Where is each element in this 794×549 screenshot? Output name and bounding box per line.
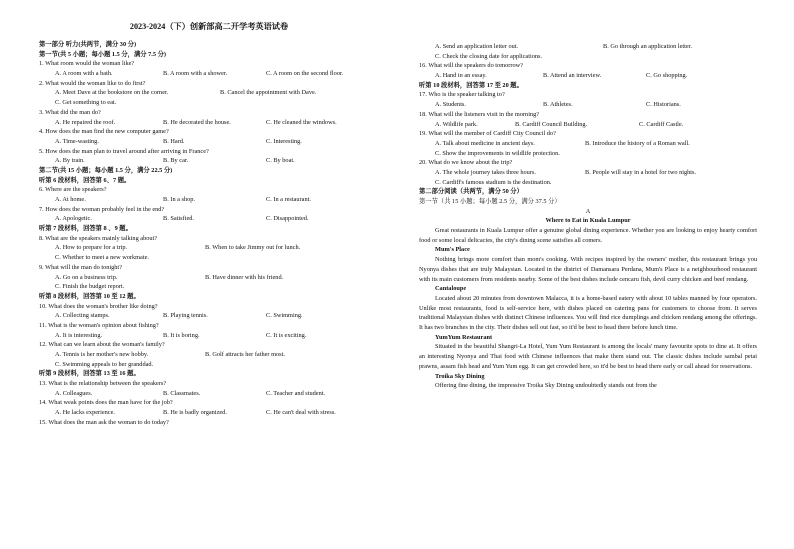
options-1	[39, 69, 379, 79]
option-c: C. Whether to meet a new workmate.	[55, 254, 149, 262]
restaurant-name: Mum's Place	[435, 246, 470, 254]
listening-instruction: 听第 10 段材料，回答第 17 至 20 题。	[419, 81, 523, 89]
right-column	[419, 42, 757, 391]
option-c: C. A room on the second floor.	[266, 70, 344, 78]
option-c: C. Get something to eat.	[55, 99, 117, 107]
options-8	[39, 243, 379, 253]
option-c: C. Finish the budget report.	[55, 283, 125, 291]
option-c: C. Swimming.	[266, 312, 303, 320]
option-c: C. Interesting.	[266, 137, 302, 145]
options-6	[39, 195, 379, 205]
option-b: B. Cancel the appointment with Dave.	[220, 89, 317, 97]
options-7	[39, 214, 379, 224]
option-a: A. The whole journey takes three hours.	[435, 168, 536, 176]
part-heading: 第二部分阅读（共两节，满分 50 分）	[419, 188, 523, 196]
option-a: A. He repaired the roof.	[55, 118, 116, 126]
restaurant-description: Located about 20 minutes from downtown Malacca, it is a home-based eatery with about 10 tables manned by four operators. Unlike most restaurants, food is self-service here, with dishes placed on catering pans for customers to choose from. It serves traditional Malaysian dishes with distinct Chinese influences. You will find rice dumplings and chicken rendang among the offerings. It has two branches in the city. Their dishes sell out fast, so it'd be best to head there before lunch time.	[419, 294, 757, 332]
option-a: A. How to prepare for a trip.	[55, 244, 128, 252]
options-12	[39, 350, 379, 360]
option-a: A. Students.	[435, 101, 466, 109]
option-a: A. At home.	[55, 196, 86, 203]
options-5	[39, 156, 379, 166]
options-4	[39, 137, 379, 147]
options-20	[419, 168, 757, 178]
option-b: B. It is boring.	[163, 331, 200, 339]
option-b: B. Satisfied.	[163, 215, 194, 223]
listening-instruction: 听第 7 段材料，回答第 8 、9 题。	[39, 225, 132, 233]
option-a: A. By train.	[55, 157, 85, 165]
option-c: C. Teacher and student.	[266, 389, 326, 397]
question-4: 4. How does the man find the new computer game?	[39, 128, 169, 136]
option-a: A. Hand in an essay.	[435, 72, 487, 80]
options-9	[39, 273, 379, 283]
option-c: C. He cleaned the windows.	[266, 118, 337, 126]
option-a: A. It is interesting.	[55, 331, 103, 339]
option-b: B. Introduce the history of a Roman wall.	[585, 139, 690, 147]
option-c: C. Historians.	[646, 101, 681, 109]
question-19: 19. What will the member of Cardiff City Council do?	[419, 130, 556, 138]
option-a: A. Talk about medicine in ancient days.	[435, 139, 535, 147]
listening-instruction: 听第 9 段材料，回答第 13 至 16 题。	[39, 370, 140, 378]
options-2	[39, 88, 379, 98]
question-12: 12. What can we learn about the woman's family?	[39, 341, 165, 349]
option-a: A. Send an application letter out.	[435, 43, 519, 50]
option-c: C. He can't deal with stress.	[266, 409, 336, 417]
section-heading: 第一节（共 15 小题；每小题 2.5 分，满分 37.5 分）	[419, 198, 561, 205]
passage-intro: Great restaurants in Kuala Lumpur offer a genuine global dining experience. Whether you are looking to enjoy hearty comfort food or some local delicacies, the city's dining scene satisfies all comers.	[419, 227, 757, 244]
options-3	[39, 118, 379, 128]
listening-instruction: 听第 6 段材料，回答第 6、7 题。	[39, 176, 131, 184]
option-c: C. Swimming appeals to her granddad.	[55, 360, 154, 368]
options-17	[419, 100, 757, 110]
option-b: B. By car.	[163, 157, 189, 165]
option-b: B. In a shop.	[163, 196, 196, 203]
option-c: C. Disappointed.	[266, 215, 309, 223]
option-a: A. Apologetic.	[55, 215, 92, 223]
question-7: 7. How does the woman probably feel in the end?	[39, 205, 165, 213]
question-20: 20. What do we know about the trip?	[419, 159, 513, 167]
option-a: A. Time-wasting.	[55, 137, 99, 145]
restaurant-description: Nothing brings more comfort than mom's cooking. With recipes inspired by the owners' mother, this restaurant brings you Nyonya dishes that are truly Malaysian. Located in the district of Damansara Perdana, Mum's Place is a neighbourhood restaurant with its main customers from residents nearby. Some of the best dishes include cencaru fish, devil curry chicken and beef rendang.	[419, 256, 757, 283]
option-b: B. He is badly organized.	[163, 409, 227, 417]
option-a: A. Colleagues.	[55, 389, 93, 397]
option-c: C. It is exciting.	[266, 331, 307, 339]
option-b: B. Have dinner with his friend.	[205, 273, 284, 281]
question-16: 16. What will the speakers do tomorrow?	[419, 62, 523, 70]
question-9: 9. What will the man do tonight?	[39, 263, 122, 271]
option-a: A. Go on a business trip.	[55, 273, 118, 281]
section-heading: 第二节(共 15 小题；每小题 1.5 分，满分 22.5 分)	[39, 166, 173, 174]
options-15	[419, 42, 757, 52]
section-heading: 第一节(共 5 小题；每小题 1.5 分，满分 7.5 分)	[39, 50, 166, 58]
option-a: A. Wildlife park.	[435, 120, 478, 128]
restaurant-name: YumYum Restaurant	[435, 333, 493, 341]
option-b: B. Cardiff Council Building.	[515, 120, 588, 128]
question-8: 8. What are the speakers mainly talking about?	[39, 234, 158, 242]
question-2: 2. What would the woman like to do first?	[39, 79, 146, 87]
question-14: 14. What weak points does the man have for the job?	[39, 399, 173, 407]
option-b: B. Hard.	[163, 137, 185, 145]
options-13	[39, 389, 379, 399]
option-b: B. Classmates.	[163, 389, 201, 397]
option-a: A. He lacks experience.	[55, 409, 115, 417]
option-b: B. When to take Jimmy out for lunch.	[205, 244, 301, 252]
options-14	[39, 408, 379, 418]
option-c: C. By boat.	[266, 157, 295, 165]
question-18: 18. What will the listeners visit in the morning?	[419, 110, 540, 118]
option-c: C. Go shopping.	[646, 72, 688, 80]
passage-title: Where to Eat in Kuala Lumpur	[545, 217, 631, 225]
option-a: A. Tennis is her mother's new hobby.	[55, 351, 149, 358]
option-c: C. In a restaurant.	[266, 196, 311, 203]
options-18	[419, 120, 757, 130]
question-11: 11. What is the woman's opinion about fishing?	[39, 321, 159, 329]
option-b: B. He decorated the house.	[163, 118, 231, 126]
left-column	[39, 40, 379, 428]
listening-instruction: 听第 8 段材料，回答第 10 至 12 题。	[39, 292, 140, 300]
restaurant-description: Offering fine dining, the impressive Troika Sky Dining undoubtedly stands out from the	[435, 382, 657, 390]
option-a: A. Collecting stamps.	[55, 312, 110, 320]
options-10	[39, 311, 379, 321]
question-5: 5. How does the man plan to travel around after arriving in France?	[39, 147, 209, 155]
options-19	[419, 139, 757, 149]
option-b: B. Go through an application letter.	[603, 43, 693, 50]
option-c: C. Cardiff's famous stadium is the destination.	[435, 178, 552, 186]
question-13: 13. What is the relationship between the speakers?	[39, 380, 167, 388]
option-b: B. Golf attracts her father most.	[205, 351, 285, 358]
question-1: 1. What room would the woman like?	[39, 60, 135, 68]
option-c: C. Show the improvements in wildlife protection.	[435, 149, 560, 157]
restaurant-name: Cantaloupe	[435, 285, 467, 293]
question-6: 6. Where are the speakers?	[39, 186, 107, 194]
passage-letter: A	[585, 207, 591, 215]
question-15: 15. What does the man ask the woman to do today?	[39, 418, 169, 426]
restaurant-name: Troika Sky Dining	[435, 372, 485, 380]
restaurant-description: Situated in the beautiful Shangri-La Hotel, Yum Yum Restaurant is among the locals' many favourite spots to dine at. It offers an interesting Nyonya and Thai food with Chinese influences that make them stand out. The classic dishes include sambal petai prawns, assam fish head and Yum Yum egg. It can get crowded here, so it'd be best to head there early or call ahead for reservations.	[419, 343, 757, 370]
option-b: B. Playing tennis.	[163, 312, 208, 320]
option-c: C. Cardiff Castle.	[639, 120, 684, 128]
question-3: 3. What did the man do?	[39, 108, 101, 116]
question-10: 10. What does the woman's brother like doing?	[39, 302, 158, 310]
option-b: B. People will stay in a hotel for two nights.	[585, 168, 697, 176]
part-heading: 第一部分 听力(共两节，满分 30 分)	[39, 41, 137, 48]
options-11	[39, 331, 379, 341]
option-b: B. Attend an interview.	[543, 72, 602, 80]
option-b: B. Athletes.	[543, 101, 573, 109]
option-b: B. A room with a shower.	[163, 70, 228, 78]
option-c: C. Check the closing date for applications.	[435, 52, 543, 60]
question-17: 17. Who is the speaker talking to?	[419, 91, 505, 99]
exam-title: 2023-2024（下）创新部高二开学考英语试卷	[129, 22, 289, 31]
options-16	[419, 71, 757, 81]
option-a: A. A room with a bath.	[55, 70, 113, 78]
option-a: A. Meet Dave at the bookstore on the corner.	[55, 89, 169, 97]
